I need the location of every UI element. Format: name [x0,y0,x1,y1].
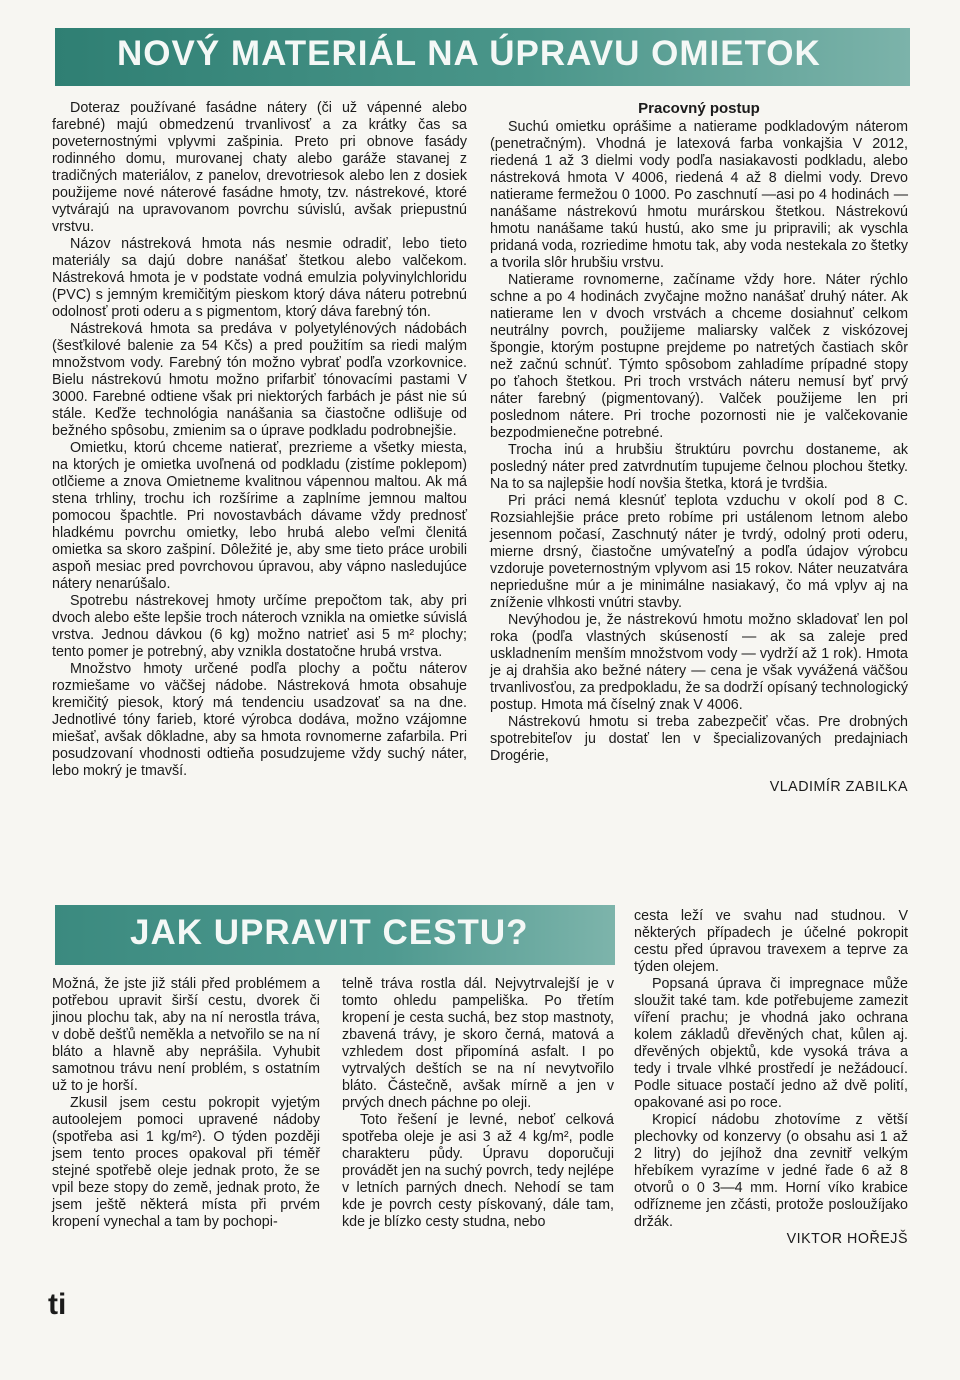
article1-right-paragraph: Trocha inú a hrubšiu štruktúru povrchu dostaneme, ak posledný náter pred zatvrdnutím tupujeme čelnou plochou štetky. Na to sa najlepšie hodí novšia štetka, ktorá je tvrdšia. [490,442,908,492]
article2-column-3 [634,908,908,1248]
article1-left-paragraph: Nástreková hmota sa predáva v polyetylénových nádobách (šesťkilové balenie za 54 Kčs) a pred použitím sa riedi malým množstvom vody. Farebný tón možno vybrať podľa vzorkovnice. Bielu nástrekovú hmotu možno prifarbiť tónovacími pastami V 3000. Farebné odtiene však pri niektorých farbách je pást nie sú stále. Keďže technológia nanášania sa čiastočne odlišuje od bežného spôsobu, zmienim sa o úprave podkladu podrobnejšie. [52,321,467,439]
article2-paragraph: telně tráva rostla dál. Nejvytrvalejší je v tomto ohledu pampeliška. Po třetím kropení je cesta suchá, bez stop mastnoty, zbavená trávy, je skoro černá, matová a vzhledem dost připomíná asfalt. I po vytrvalých deštích se na ní nevytvořilo bláto. Částečně, avšak mírně a jen v prvých dnech páchne po oleji. [342,976,614,1111]
article1-banner [55,28,910,86]
article1-right-paragraph: Natierame rovnomerne, začíname vždy hore. Náter rýchlo schne a po 4 hodinách zvyčajne možno nanášať druhý náter. Ak natierame len v dvoch vrstvách a chceme dosiahnuť celkom neutrálny povrch, použijeme maliarsky valček z viskózovej špongie, ktorým postupne prejdeme po natretých častiach skôr než začnú schnúť. Týmto spôsobom zahladíme prípadné stopy po ťahoch štetkou. Pri troch vrstvách náteru nemusí byť prvý náter farebný (pigmentovaný). Valček použijeme len pri poslednom nátere. Pri troche pozornosti nie je valčekovanie bezpodmienečne potrebné. [490,272,908,441]
article2-column-2 [342,976,614,1231]
article1-left-paragraph: Množstvo hmoty určené podľa plochy a počtu náterov rozmiešame vo väčšej nádobe. Nástreková hmota obsahuje kremičitý piesok, ktorý má tendenciu usadzovať sa na dne. Jednotlivé tóny farieb, ktoré výrobca dodáva, možno vzájomne miešať, avšak dôkladne, aby sa hmota rovnomerne zafarbila. Pri posudzovaní vhodnosti odtieňa posudzujeme vždy suchý náter, lebo mokrý je tmavší. [52,661,467,779]
article1-subheading: Pracovný postup [638,100,760,117]
article1-right-column [490,100,908,796]
article2-paragraph: Možná, že jste již stáli před problémem a potřebou upravit širší cestu, dvorek či jinou plochu tak, aby na ní nerostla tráva, v době dešťů neměkla a netvořilo se na ní bláto a hlavně aby neprášila. Vyhubit samotnou trávu není problém, s ostatním už to je horší. [52,976,320,1094]
article2-paragraph: Toto řešení je levné, neboť celková spotřeba oleje je asi 3 až 4 kg/m², podle charakteru půdy. Úpravu doporučuji provádět jen na suchý povrch, tedy nejlépe v letních parných dnech. Nehodí se tam kde je povrch cesty pískovaný, dále tam, kde je blízko cesty studna, nebo [342,1112,614,1230]
article2-column-1 [52,976,320,1231]
article1-left-column [52,100,467,780]
article2-banner [55,905,615,965]
article1-title: NOVÝ MATERIÁL NA ÚPRAVU OMIETOK [117,34,821,73]
article2-author: VIKTOR HOŘEJŠ [786,1231,908,1247]
article2-title: JAK UPRAVIT CESTU? [130,913,529,952]
article1-right-paragraph: Nástrekovú hmotu si treba zabezpečiť včas. Pre drobných spotrebiteľov ju dostať len v špecializovaných predajniach Drogérie, [490,714,908,764]
article2-paragraph: Zkusil jsem cestu pokropit vyjetým autoolejem pomoci upravené nádoby (spotřeba asi 1 kg/m²). O týden později jsem tento proces opakoval při téměř stejné spotřebě oleje jednak proto, že se vpil beze stopy do země, jednak proto, že jsem ještě některá místa při prvém kropení vynechal a tam by pochopi- [52,1095,320,1230]
article1-author: VLADIMÍR ZABILKA [769,779,908,795]
article1-left-paragraph: Názov nástreková hmota nás nesmie odradiť, lebo tieto materiály sa dajú dobre nanášať štetkou alebo valčekom. Nástreková hmota je v podstate vodná emulzia polyvinylchloridu (PVC) s jemným kremičitým pieskom ktorý dáva náteru potrebnú odolnosť proti oderu a s pigmentom, ktorý dáva farebný tón. [52,236,467,320]
article2-paragraph: cesta leží ve svahu nad studnou. V některých případech je účelné pokropit cestu před úpravou travexem a teprve za týden olejem. [634,908,908,975]
article1-left-paragraph: Doteraz používané fasádne nátery (či už vápenné alebo farebné) majú obmedzenú trvanlivosť a za krátky čas sa poveternostnými vplyvmi zašpinia. Preto pri obnove fasády rodinného domu, murovanej chaty alebo garáže stavanej z tradičných materiálov, z panelov, drevotriesok alebo len z dosiek použijeme nové náterové fasádne hmoty, tzv. nástrekové, ktoré vytvárajú na upravovanom povrchu súvislú, avšak priepustnú vrstvu. [52,100,467,235]
page-mark: ti [48,1288,67,1321]
article1-left-paragraph: Spotrebu nástrekovej hmoty určíme prepočtom tak, aby pri dvoch alebo ešte lepšie troch náteroch vznikla na omietke súvislá vrstva. Jednou dávkou (6 kg) možno natrieť asi 5 m² plochy; tento pomer je potrebný, aby vznikla dostatočne hrubá vrstva. [52,593,467,660]
article2-paragraph: Popsaná úprava či impregnace může sloužit také tam. kde potřebujeme zamezit víření prachu; je vhodná jako ochrana kolem základů dřevěných chat, kůlen aj. dřevěných objektů, kde vysoká tráva a tedy i trvale vlhké prostředí je nežádoucí. Podle situace postačí jedno až dvě polití, opakované asi po roce. [634,976,908,1111]
article1-right-paragraph: Suchú omietku oprášime a natierame podkladovým náterom (penetračným). Vhodná je latexová farba vonkajšia V 2012, riedená 1 až 3 dielmi vody podľa nasiakavosti podkladu, alebo nástreková hmota V 4006, riedená 4 až 8 dielmi vody. Drevo natierame fermežou 0 1000. Po zaschnutí —asi po 4 hodinách —nanášame nástrekovú hmotu murárskou štetkou. Nástrekovú hmotu nanášame takú hustú, ako sme ju pripravili; ak vyschla pridaná voda, rozriedime hmotu tak, aby voda nestekala zo štetky a tvorila slôr hrubšiu vrstvu. [490,119,908,271]
article1-right-paragraph: Nevýhodou je, že nástrekovú hmotu možno skladovať len pol roka (podľa vlastných skúseností — ak sa zaleje pred uskladnením menším množstvom vody — vydrží až 1 rok). Hmota je aj drahšia ako bežné nátery — cena je však vyvážená väčšou trvanlivosťou, za predpokladu, že sa dodrží opísaný technologický postup. Hmota má číselný znak V 4006. [490,612,908,713]
article1-right-paragraph: Pri práci nemá klesnúť teplota vzduchu v okolí pod 8 C. Rozsiahlejšie práce preto robíme pri ustálenom letnom alebo jesennom počasí, Zaschnutý náter je tvrdý, odolný proti oderu, mierne drsný, čiastočne umývateľný a podľa údajov výrobcu vzdoruje poveternostným vplyvom asi 15 rokov. Náter neuzatvára nepriedušne múr a je minimálne nasiakavý, čo má vplyv aj na zníženie vlhkosti vnútri stavby. [490,493,908,611]
article1-left-paragraph: Omietku, ktorú chceme natierať, prezrieme a všetky miesta, na ktorých je omietka uvoľnená od podkladu (zistíme poklepom) otlčieme a znova Omietneme kvalitnou vápennou maltou. Ak má stena trhliny, trochu ich rozšírime a zaplníme jemnou maltou pomocou špachtle. Pri novostavbách dávame vždy prednosť hladkému povrchu omietky, lebo hrubá alebo veľmi členitá omietka sa skoro zašpiní. Dôležité je, aby sme tieto práce urobili aspoň mesiac pred povrchovou úpravou, aby vápno nasledujúce nátery nenarúšalo. [52,440,467,592]
article2-paragraph: Kropicí nádobu zhotovíme z větší plechovky od konzervy (o obsahu asi 1 až 2 litry) do jejíhož dna zevnitř velkým hřebíkem vyrazíme v jedné řade 6 až 8 otvorů o 0 3—4 mm. Horní víko krabice odřízneme jen zčásti, protože posloužíjako držák. [634,1112,908,1230]
